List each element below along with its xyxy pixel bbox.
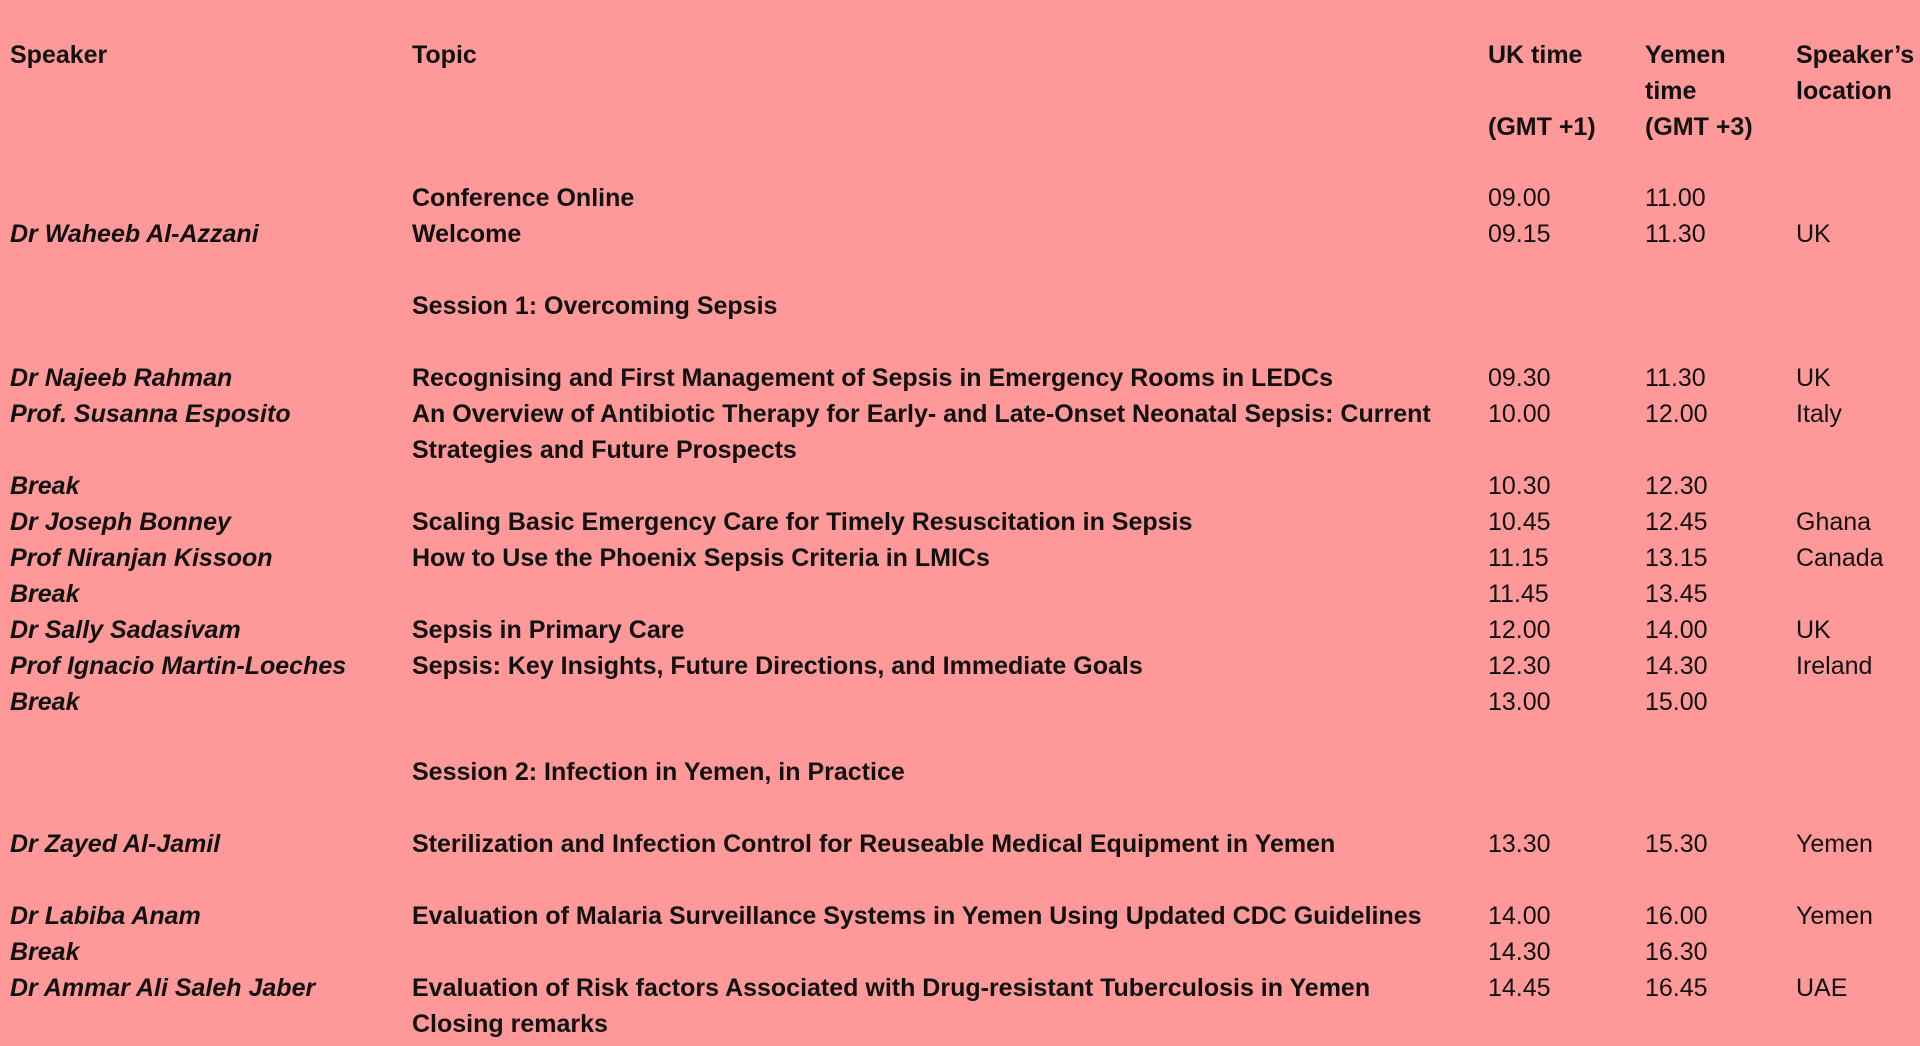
header-uk-time: UK time: [1488, 41, 1583, 69]
row-topic: Welcome: [412, 220, 522, 248]
row-topic: An Overview of Antibiotic Therapy for Early- and Late-Onset Neonatal Sepsis: Current: [412, 400, 1431, 428]
row-uk-time: 12.00: [1488, 616, 1551, 644]
row-speaker: Prof Niranjan Kissoon: [10, 544, 273, 572]
table-row: [0, 612, 1920, 648]
table-row: [0, 540, 1920, 576]
table-row: [0, 1006, 1920, 1042]
row-location: UAE: [1796, 974, 1848, 1002]
table-row: [0, 504, 1920, 540]
session-heading-row: [0, 754, 1920, 790]
row-yemen-time: 15.30: [1645, 830, 1708, 858]
row-yemen-time: 11.30: [1645, 364, 1706, 392]
session-heading-row: [0, 288, 1920, 324]
closing-remarks: Closing remarks: [412, 1010, 608, 1038]
row-uk-time: 11.45: [1488, 580, 1549, 608]
row-uk-time: 10.00: [1488, 400, 1551, 428]
header-location-2: location: [1796, 77, 1892, 105]
table-row: [0, 648, 1920, 684]
session-2-heading: Session 2: Infection in Yemen, in Practice: [412, 758, 905, 786]
row-yemen-time: 11.00: [1645, 184, 1706, 212]
row-yemen-time: 13.15: [1645, 544, 1708, 572]
row-yemen-time: 11.30: [1645, 220, 1706, 248]
row-uk-time: 09.30: [1488, 364, 1551, 392]
row-location: UK: [1796, 220, 1831, 248]
row-yemen-time: 13.45: [1645, 580, 1708, 608]
row-speaker: Break: [10, 938, 80, 966]
session-1-heading: Session 1: Overcoming Sepsis: [412, 292, 778, 320]
table-row-continuation: [0, 432, 1920, 468]
row-yemen-time: 14.30: [1645, 652, 1708, 680]
row-topic: Scaling Basic Emergency Care for Timely Resuscitation in Sepsis: [412, 508, 1193, 536]
row-speaker: Dr Joseph Bonney: [10, 508, 231, 536]
header-row-2: [0, 73, 1920, 109]
row-location: Yemen: [1796, 902, 1873, 930]
table-row: [0, 216, 1920, 252]
row-location: Canada: [1796, 544, 1884, 572]
row-speaker: Dr Waheeb Al-Azzani: [10, 220, 259, 248]
row-speaker: Dr Labiba Anam: [10, 902, 201, 930]
table-row: [0, 468, 1920, 504]
table-row: [0, 970, 1920, 1006]
row-speaker: Prof. Susanna Esposito: [10, 400, 291, 428]
row-topic: Conference Online: [412, 184, 635, 212]
row-uk-time: 14.00: [1488, 902, 1551, 930]
table-row: [0, 934, 1920, 970]
header-yemen-time-3: (GMT +3): [1645, 113, 1753, 141]
row-topic: How to Use the Phoenix Sepsis Criteria in LMICs: [412, 544, 990, 572]
row-topic: Strategies and Future Prospects: [412, 436, 797, 464]
table-row: [0, 360, 1920, 396]
row-uk-time: 10.45: [1488, 508, 1551, 536]
row-location: Yemen: [1796, 830, 1873, 858]
row-location: UK: [1796, 364, 1831, 392]
header-row-3: [0, 109, 1920, 145]
row-topic: Evaluation of Malaria Surveillance Systems in Yemen Using Updated CDC Guidelines: [412, 902, 1422, 930]
header-topic: Topic: [412, 41, 477, 69]
header-yemen-time-2: time: [1645, 77, 1697, 105]
row-speaker: Dr Ammar Ali Saleh Jaber: [10, 974, 316, 1002]
header-row: [0, 37, 1920, 73]
header-speaker: Speaker: [10, 41, 108, 69]
row-speaker: Break: [10, 472, 80, 500]
row-yemen-time: 14.00: [1645, 616, 1708, 644]
row-uk-time: 10.30: [1488, 472, 1551, 500]
row-topic: Recognising and First Management of Sepsis in Emergency Rooms in LEDCs: [412, 364, 1334, 392]
row-yemen-time: 12.00: [1645, 400, 1708, 428]
header-yemen-time: Yemen: [1645, 41, 1726, 69]
row-uk-time: 09.15: [1488, 220, 1551, 248]
row-uk-time: 13.30: [1488, 830, 1551, 858]
row-yemen-time: 16.00: [1645, 902, 1708, 930]
row-uk-time: 11.15: [1488, 544, 1549, 572]
row-uk-time: 13.00: [1488, 688, 1551, 716]
row-topic: Sepsis in Primary Care: [412, 616, 685, 644]
table-row: [0, 898, 1920, 934]
table-row: [0, 180, 1920, 216]
row-speaker: Prof Ignacio Martin-Loeches: [10, 652, 347, 680]
row-uk-time: 14.30: [1488, 938, 1551, 966]
table-row: [0, 576, 1920, 612]
row-topic: Sepsis: Key Insights, Future Directions, and Immediate Goals: [412, 652, 1143, 680]
row-location: Ghana: [1796, 508, 1872, 536]
table-row: [0, 826, 1920, 862]
row-yemen-time: 12.45: [1645, 508, 1708, 536]
row-yemen-time: 16.45: [1645, 974, 1708, 1002]
row-uk-time: 09.00: [1488, 184, 1551, 212]
row-speaker: Break: [10, 580, 80, 608]
header-location: Speaker’s: [1796, 41, 1915, 69]
row-uk-time: 12.30: [1488, 652, 1551, 680]
row-yemen-time: 16.30: [1645, 938, 1708, 966]
header-uk-time-2: (GMT +1): [1488, 113, 1596, 141]
row-yemen-time: 15.00: [1645, 688, 1708, 716]
row-speaker: Break: [10, 688, 80, 716]
table-row: [0, 396, 1920, 432]
row-location: UK: [1796, 616, 1831, 644]
row-yemen-time: 12.30: [1645, 472, 1708, 500]
row-speaker: Dr Zayed Al-Jamil: [10, 830, 221, 858]
row-location: Ireland: [1796, 652, 1873, 680]
row-location: Italy: [1796, 400, 1842, 428]
row-speaker: Dr Najeeb Rahman: [10, 364, 233, 392]
row-topic: Evaluation of Risk factors Associated with Drug-resistant Tuberculosis in Yemen: [412, 974, 1371, 1002]
row-uk-time: 14.45: [1488, 974, 1551, 1002]
table-row: [0, 684, 1920, 720]
row-speaker: Dr Sally Sadasivam: [10, 616, 241, 644]
row-topic: Sterilization and Infection Control for Reuseable Medical Equipment in Yemen: [412, 830, 1336, 858]
